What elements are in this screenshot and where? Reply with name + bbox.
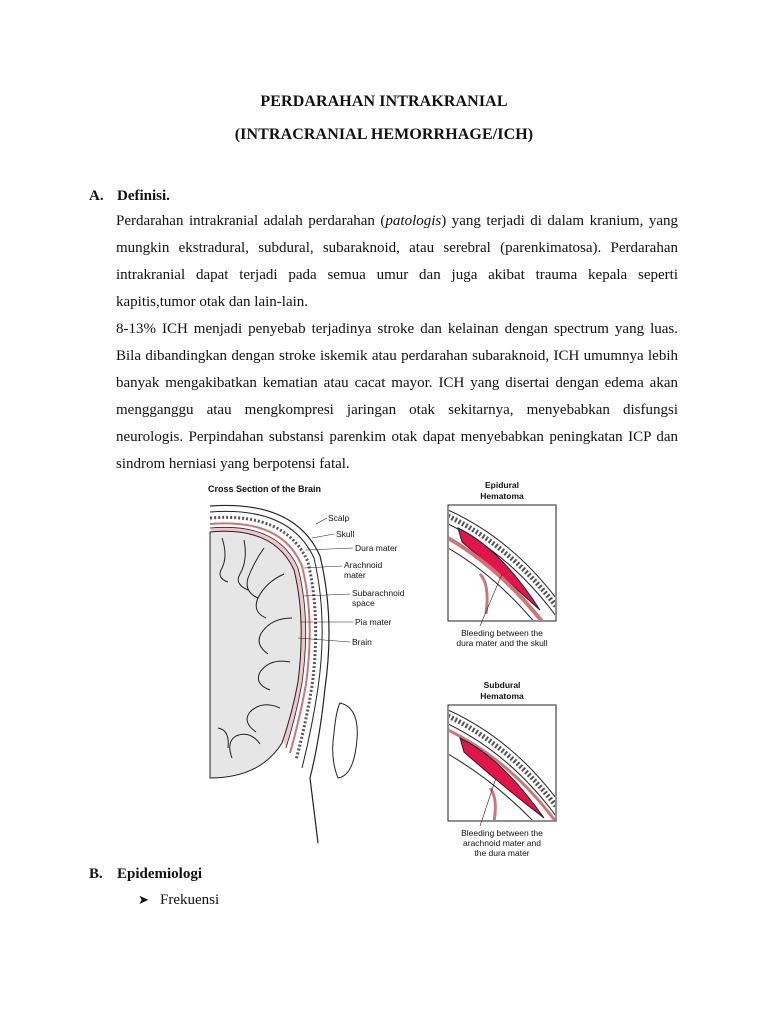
para1-line-1b: ) yang terjadi di dalam kranium, yang [441, 213, 678, 229]
para1-line-4: kapitis,tumor otak dan lain-lain. [116, 294, 309, 310]
para2-line-2: Bila dibandingkan dengan stroke iskemik atau perdarahan subaraknoid, ICH umumnya lebih [116, 348, 678, 364]
arrow-bullet-icon: ➤ [138, 892, 149, 907]
ear [333, 703, 358, 778]
para1-line-1a: Perdarahan intrakranial adalah perdarahan ( [116, 213, 386, 229]
label-scalp: Scalp [328, 513, 350, 523]
epidural-title-2: Hematoma [480, 491, 524, 501]
subdural-caption-3: the dura mater [474, 848, 530, 858]
brain-cross-section-figure [200, 478, 428, 848]
label-arachnoid-1: Arachnoid [344, 560, 383, 570]
label-subarachnoid-2: space [352, 598, 375, 608]
label-pia-mater: Pia mater [355, 617, 392, 627]
para2-line-3: banyak mengakibatkan kematian atau cacat mayor. ICH yang disertai dengan edema akan [116, 375, 678, 391]
label-dura-mater: Dura mater [355, 543, 398, 553]
label-subarachnoid-1: Subarachnoid [352, 588, 405, 598]
epidural-caption-2: dura mater and the skull [456, 638, 548, 648]
para2-line-6: sindrom herniasi yang berpotensi fatal. [116, 456, 350, 472]
section-a-heading [89, 188, 170, 205]
label-arachnoid-2: mater [344, 570, 366, 580]
para2-line-4: mengganggu atau mengkompresi jaringan otak sekitarnya, menyebabkan disfungsi [116, 402, 678, 418]
subdural-title-1: Subdural [483, 680, 521, 690]
document-title-line-1: PERDARAHAN INTRAKRANIAL [260, 93, 508, 110]
label-brain: Brain [352, 637, 372, 647]
subdural-caption-1: Bleeding between the [461, 828, 543, 838]
bullet-label: Frekuensi [160, 892, 220, 908]
epidural-hematoma-figure [440, 478, 564, 653]
epidural-caption-1: Bleeding between the [461, 628, 543, 638]
anatomy-labels [328, 513, 405, 647]
para1-line-1 [116, 208, 678, 235]
section-b-letter: B. [89, 866, 103, 882]
section-a-letter: A. [89, 188, 104, 204]
para2-line-1: 8-13% ICH menjadi penyebab terjadinya stroke dan kelainan dengan spectrum yang luas. [116, 321, 678, 337]
section-b-title: Epidemiologi [117, 866, 203, 882]
label-skull: Skull [336, 529, 355, 539]
subdural-title-2: Hematoma [480, 691, 524, 701]
para2-line-5: neurologis. Perpindahan substansi parenkim otak dapat menyebabkan peningkatan ICP dan [116, 429, 678, 445]
subdural-hematoma-figure [440, 678, 564, 860]
document-title-line-2: (INTRACRANIAL HEMORRHAGE/ICH) [234, 126, 534, 143]
para1-line-3: intrakranial dapat terjadi pada semua umur dan juga akibat trauma kepala seperti [116, 267, 678, 283]
bullet-item-frekuensi [138, 892, 219, 909]
definition-paragraph-1 [116, 208, 678, 316]
para1-italic-term: patologis [385, 213, 442, 229]
subdural-caption-2: arachnoid mater and [463, 838, 541, 848]
definition-paragraph-2 [116, 316, 678, 478]
section-b-heading [89, 866, 202, 883]
cross-section-title: Cross Section of the Brain [208, 484, 322, 494]
section-a-title: Definisi. [117, 188, 170, 204]
epidural-title-1: Epidural [484, 480, 520, 490]
para1-line-2: mungkin ekstradural, subdural, subaraknoid, atau serebral (parenkimatosa). Perdarahan [116, 240, 678, 256]
